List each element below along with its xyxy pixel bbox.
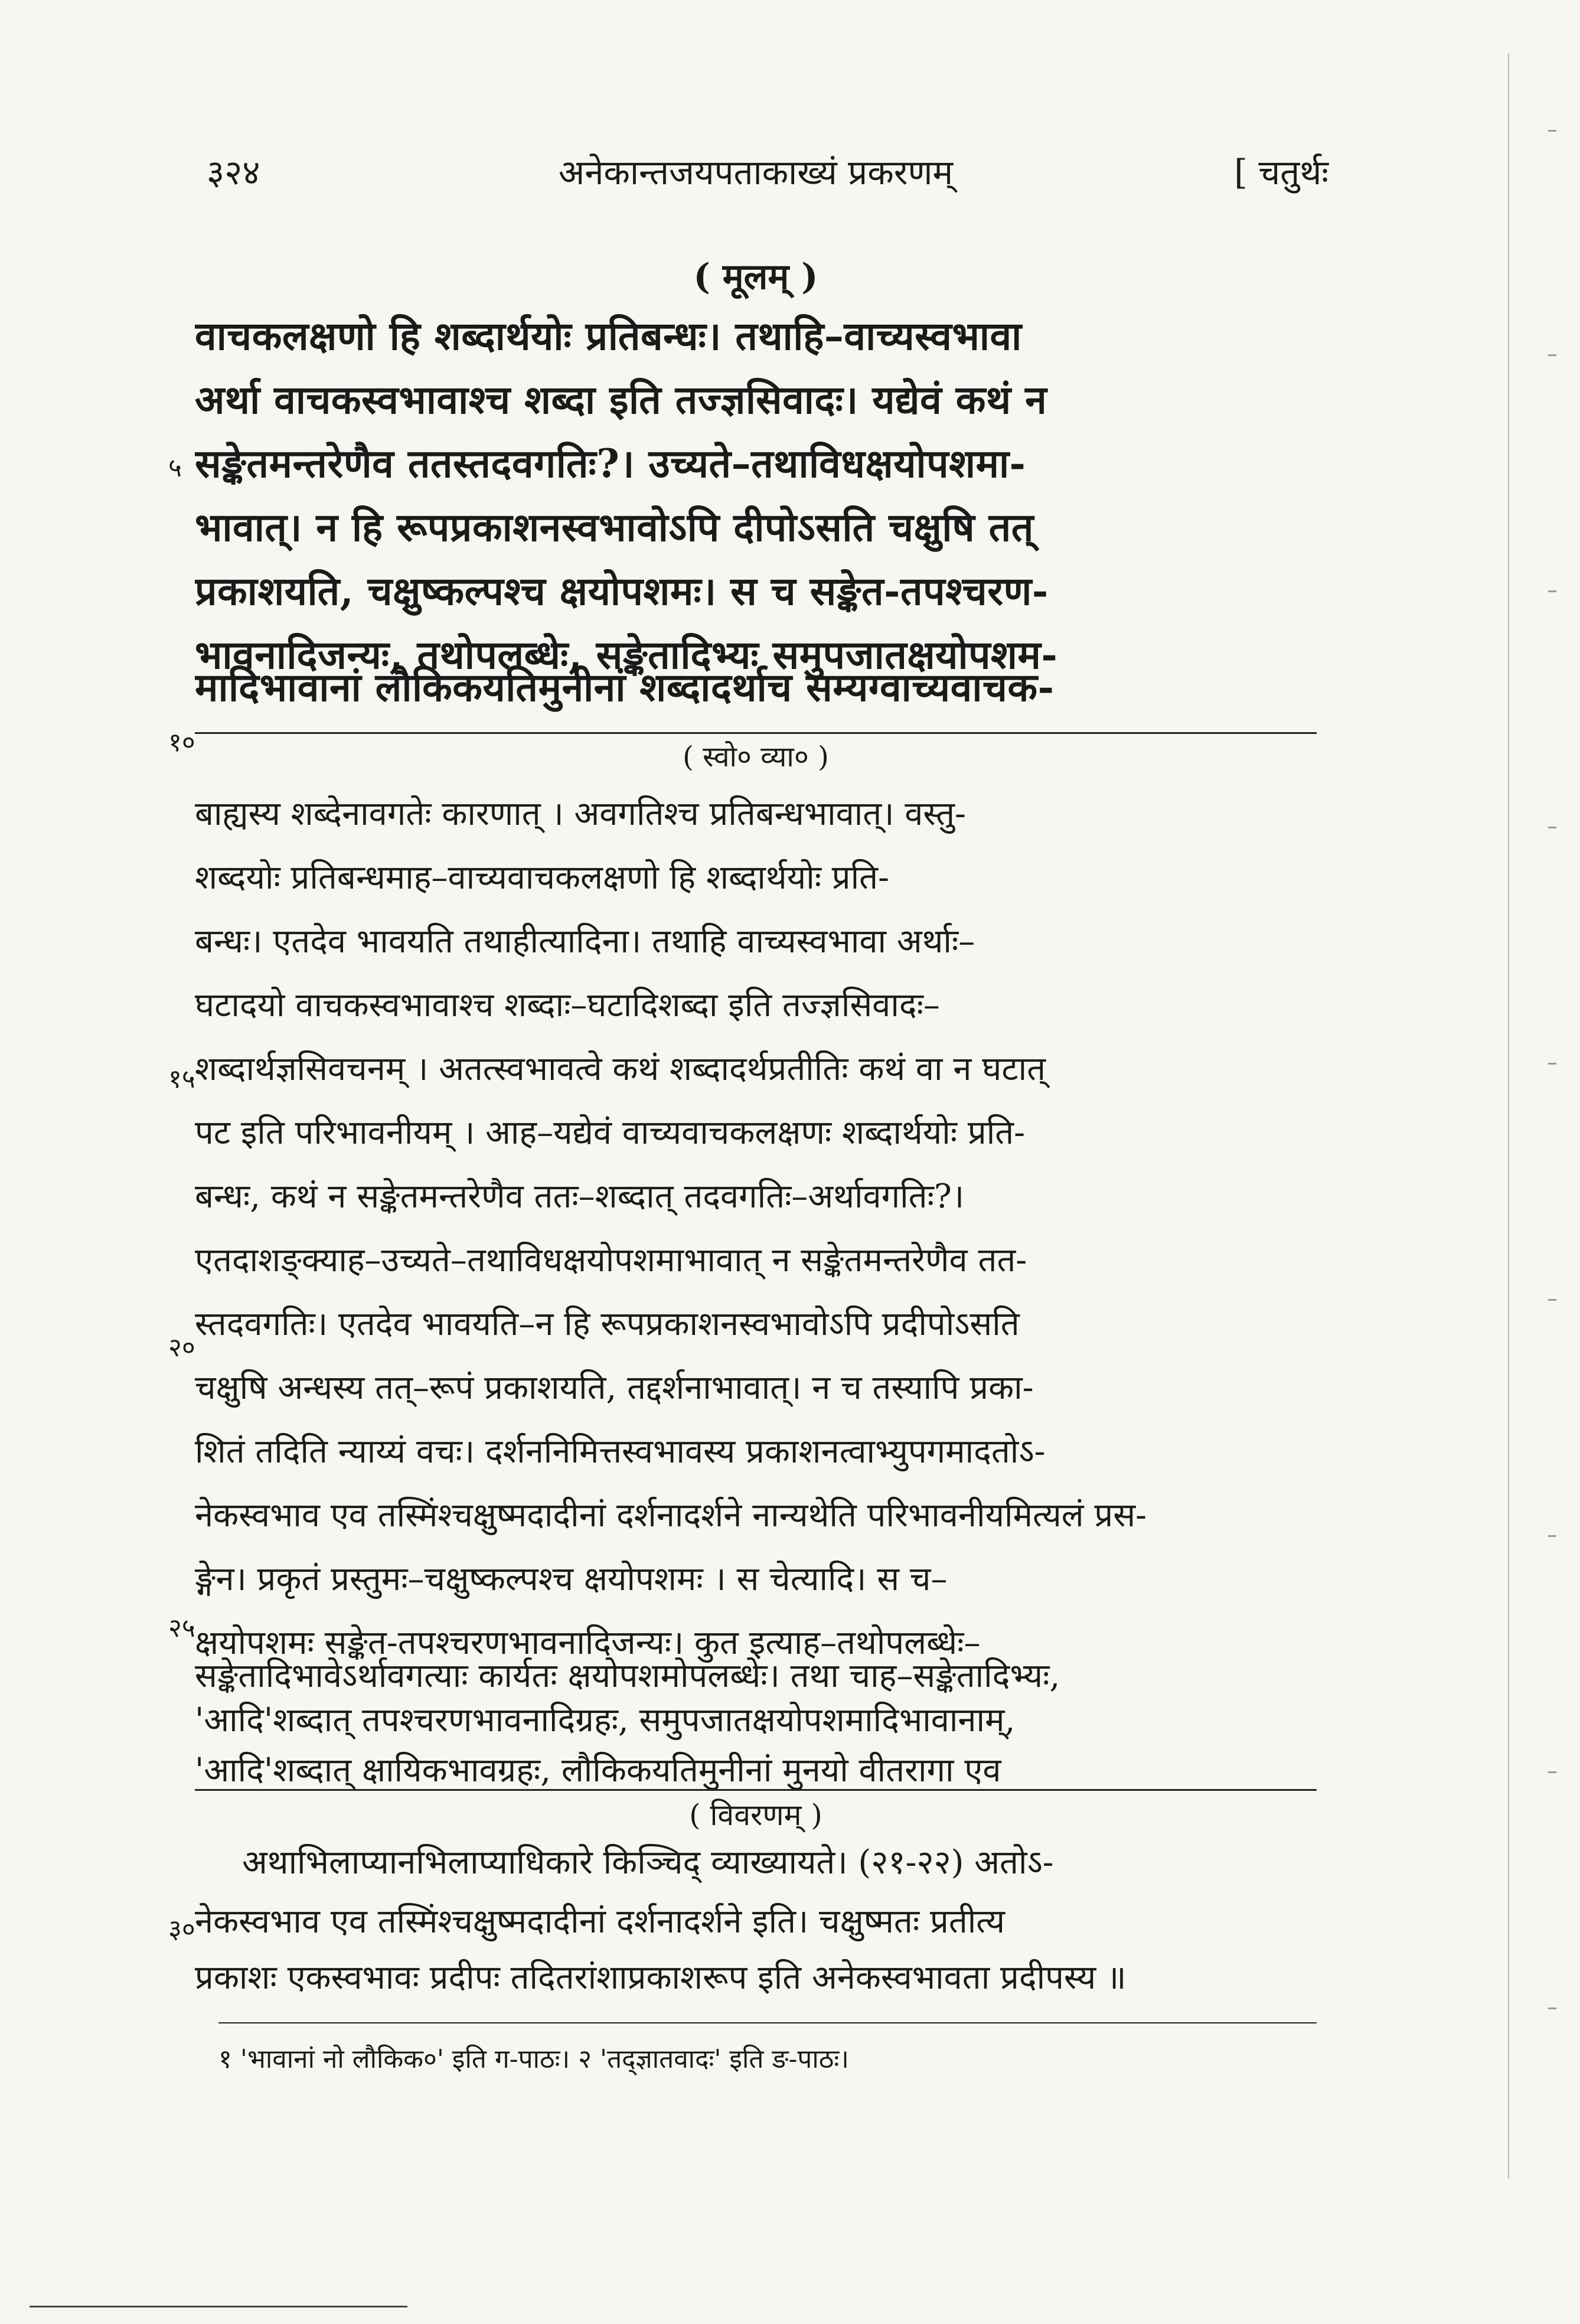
vyakhya-line: बन्धः, कथं न सङ्केतमन्तरेणैव ततः–शब्दात् तदवगतिः–अर्थावगतिः?। bbox=[195, 1177, 965, 1216]
line-number: १५ bbox=[168, 1064, 195, 1094]
line-number: ५ bbox=[168, 453, 182, 483]
mulam-line: सङ्केतमन्तरेणैव ततस्तदवगतिः?। उच्यते–तथाविधक्षयोपशमा- bbox=[195, 440, 1026, 487]
mulam-line: भावात्। न हि रूपप्रकाशनस्वभावोऽपि दीपोऽसति चक्षुषि तत् bbox=[195, 504, 1034, 550]
margin-mark bbox=[1548, 1535, 1556, 1537]
mulam-line: भावनादिजन्यः, तथोपलब्धेः, सङ्केतादिभ्यः समुपजातक्षयोपशम- bbox=[195, 632, 1058, 678]
footnote-divider bbox=[218, 2022, 1317, 2023]
line-number: १० bbox=[168, 727, 195, 758]
line-number: ३० bbox=[168, 1914, 195, 1944]
book-title: अनेकान्तजयपताकाख्यं प्रकरणम् bbox=[558, 152, 954, 192]
mulam-heading: ( मूलम् ) bbox=[693, 256, 818, 298]
margin-mark bbox=[1548, 1063, 1556, 1065]
footnotes: १ 'भावानां नो लौकिक०' इति ग-पाठः। २ 'तद्ज्ञातवादः' इति ङ-पाठः। bbox=[218, 2044, 849, 2074]
margin-mark bbox=[1548, 1299, 1556, 1301]
vyakhya-line: शितं तदिति न्याय्यं वचः। दर्शननिमित्तस्वभावस्य प्रकाशनत्वाभ्युपगमादतोऽ- bbox=[195, 1432, 1046, 1471]
line-number: २० bbox=[168, 1333, 195, 1363]
section-marker: [ चतुर्थः bbox=[1234, 152, 1328, 192]
vyakhya-line: 'आदि'शब्दात् क्षायिकभावग्रहः, लौकिकयतिमुनीनां मुनयो वीतरागा एव bbox=[195, 1751, 1001, 1790]
mulam-line: प्रकाशयति, चक्षुष्कल्पश्च क्षयोपशमः। स च सङ्केत-तपश्चरण- bbox=[195, 568, 1049, 614]
vyakhya-line: स्तदवगतिः। एतदेव भावयति–न हि रूपप्रकाशनस्वभावोऽपि प्रदीपोऽसति bbox=[195, 1305, 1020, 1343]
vyakhya-line: सङ्केतादिभावेऽर्थावगत्याः कार्यतः क्षयोपशमोपलब्धेः। तथा चाह–सङ्केतादिभ्यः, bbox=[195, 1657, 1060, 1695]
margin-mark bbox=[1548, 1771, 1556, 1773]
vyakhya-line: घटादयो वाचकस्वभावाश्च शब्दाः–घटादिशब्दा इति तज्ज्ञसिवादः– bbox=[195, 986, 940, 1024]
mulam-line: वाचकलक्षणो हि शब्दार्थयोः प्रतिबन्धः। तथाहि–वाच्यस्वभावा bbox=[195, 313, 1022, 359]
mulam-line: मादिभावानां लौकिकयतिमुनीनां शब्दादर्थाच सम्यग्वाच्यवाचक- bbox=[195, 664, 1055, 710]
margin-mark bbox=[1548, 354, 1556, 356]
line-number: २५ bbox=[168, 1613, 195, 1643]
vivaranam-line: नेकस्वभाव एव तस्मिंश्चक्षुष्मदादीनां दर्शनादर्शने इति। चक्षुष्मतः प्रतीत्य bbox=[195, 1902, 1005, 1941]
page-edge-line bbox=[1508, 53, 1509, 2179]
vyakhya-line: एतदाशङ्क्याह–उच्यते–तथाविधक्षयोपशमाभावात् न सङ्केतमन्तरेणैव तत- bbox=[195, 1241, 1027, 1279]
mulam-line: अर्था वाचकस्वभावाश्च शब्दा इति तज्ज्ञसिवादः। यद्येवं कथं न bbox=[195, 377, 1047, 423]
margin-mark bbox=[1548, 827, 1556, 828]
vyakhya-line: क्षयोपशमः सङ्केत-तपश्चरणभावनादिजन्यः। कुत इत्याह–तथोपलब्धेः– bbox=[195, 1624, 981, 1662]
vivaranam-line: अथाभिलाप्यानभिलाप्याधिकारे किञ्चिद् व्याख्यायते। (२१-२२) अतोऽ- bbox=[242, 1843, 1054, 1882]
page-header bbox=[195, 148, 1328, 201]
scan-edge-line bbox=[30, 2306, 407, 2307]
vivaranam-heading: ( विवरणम् ) bbox=[689, 1798, 822, 1832]
vyakhya-line: 'आदि'शब्दात् तपश्चरणभावनादिग्रहः, समुपजातक्षयोपशमादिभावानाम्, bbox=[195, 1701, 1016, 1739]
vyakhya-line: शब्दार्थज्ञसिवचनम् । अतत्स्वभावत्वे कथं शब्दादर्थप्रतीतिः कथं वा न घटात् bbox=[195, 1050, 1046, 1088]
margin-mark bbox=[1548, 590, 1556, 592]
vyakhya-line: ङ्गेन। प्रकृतं प्रस्तुमः–चक्षुष्कल्पश्च क्षयोपशमः । स चेत्यादि। स च– bbox=[195, 1560, 948, 1598]
vyakhya-line: बाह्यस्य शब्देनावगतेः कारणात् । अवगतिश्च प्रतिबन्धभावात्। वस्तु- bbox=[195, 795, 966, 833]
vivaranam-line: प्रकाशः एकस्वभावः प्रदीपः तदितरांशाप्रकाशरूप इति अनेकस्वभावता प्रदीपस्य ॥ bbox=[195, 1959, 1127, 1997]
vyakhya-heading: ( स्वो० व्या० ) bbox=[683, 740, 829, 773]
margin-mark bbox=[1548, 130, 1556, 132]
vyakhya-line: नेकस्वभाव एव तस्मिंश्चक्षुष्मदादीनां दर्शनादर्शने नान्यथेति परिभावनीयमित्यलं प्रस- bbox=[195, 1496, 1147, 1535]
vyakhya-line: चक्षुषि अन्धस्य तत्–रूपं प्रकाशयति, तद्दर्शनाभावात्। न च तस्यापि प्रका- bbox=[195, 1369, 1034, 1407]
page-number: ३२४ bbox=[207, 152, 260, 192]
section-divider bbox=[195, 732, 1317, 734]
vyakhya-line: शब्दयोः प्रतिबन्धमाह–वाच्यवाचकलक्षणो हि शब्दार्थयोः प्रति- bbox=[195, 859, 890, 897]
margin-mark bbox=[1548, 2008, 1556, 2009]
vyakhya-line: बन्धः। एतदेव भावयति तथाहीत्यादिना। तथाहि वाच्यस्वभावा अर्थाः– bbox=[195, 922, 975, 961]
vyakhya-line: पट इति परिभावनीयम् । आह–यद्येवं वाच्यवाचकलक्षणः शब्दार्थयोः प्रति- bbox=[195, 1114, 1026, 1152]
section-divider bbox=[195, 1789, 1317, 1791]
